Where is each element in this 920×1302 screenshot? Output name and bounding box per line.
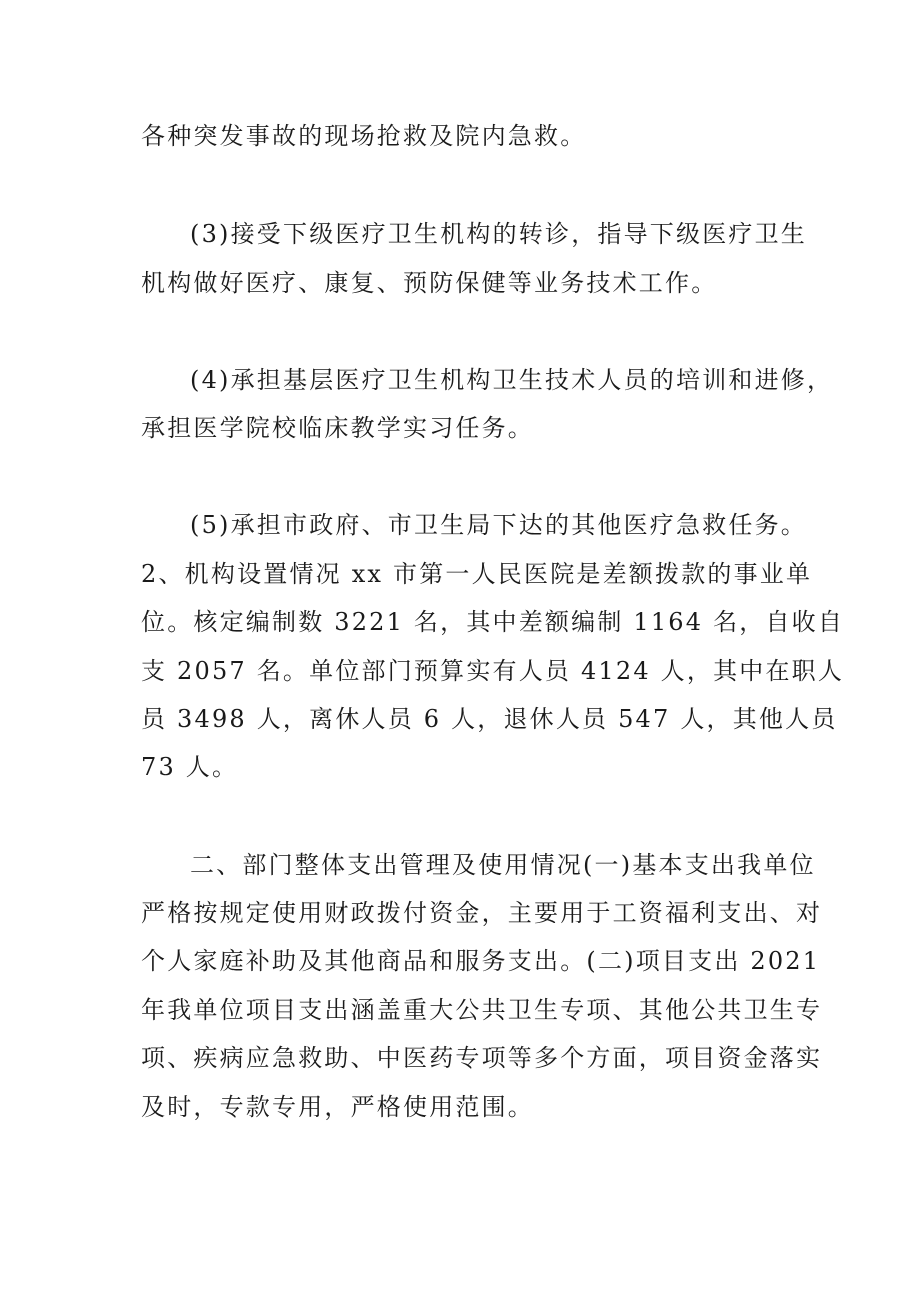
text-line: 机构做好医疗、康复、预防保健等业务技术工作。 xyxy=(141,269,718,297)
text-line: 承担医学院校临床教学实习任务。 xyxy=(141,414,534,442)
text-line: (5)承担市政府、市卫生局下达的其他医疗急救任务。 xyxy=(190,511,807,539)
text-line: 二、部门整体支出管理及使用情况(一)基本支出我单位 xyxy=(190,851,816,879)
text-line: 支 2057 名。单位部门预算实有人员 4124 人，其中在职人 xyxy=(141,657,845,685)
text-line: 项、疾病应急救助、中医药专项等多个方面，项目资金落实 xyxy=(141,1044,823,1072)
text-line: 年我单位项目支出涵盖重大公共卫生专项、其他公共卫生专 xyxy=(141,996,823,1024)
text-line: 2、机构设置情况 xx 市第一人民医院是差额拨款的事业单 xyxy=(141,560,813,588)
text-line: 严格按规定使用财政拨付资金，主要用于工资福利支出、对 xyxy=(141,899,823,927)
text-line: 位。核定编制数 3221 名，其中差额编制 1164 名，自收自 xyxy=(141,608,845,636)
text-line: 各种突发事故的现场抢救及院内急救。 xyxy=(141,122,587,150)
text-line: 员 3498 人，离休人员 6 人，退休人员 547 人，其他人员 xyxy=(141,705,838,733)
text-line: (4)承担基层医疗卫生机构卫生技术人员的培训和进修， xyxy=(190,366,834,394)
text-line: 73 人。 xyxy=(141,753,239,781)
text-line: (3)接受下级医疗卫生机构的转诊，指导下级医疗卫生 xyxy=(190,220,807,248)
text-line: 个人家庭补助及其他商品和服务支出。(二)项目支出 2021 xyxy=(141,947,821,975)
text-line: 及时，专款专用，严格使用范围。 xyxy=(141,1093,534,1121)
